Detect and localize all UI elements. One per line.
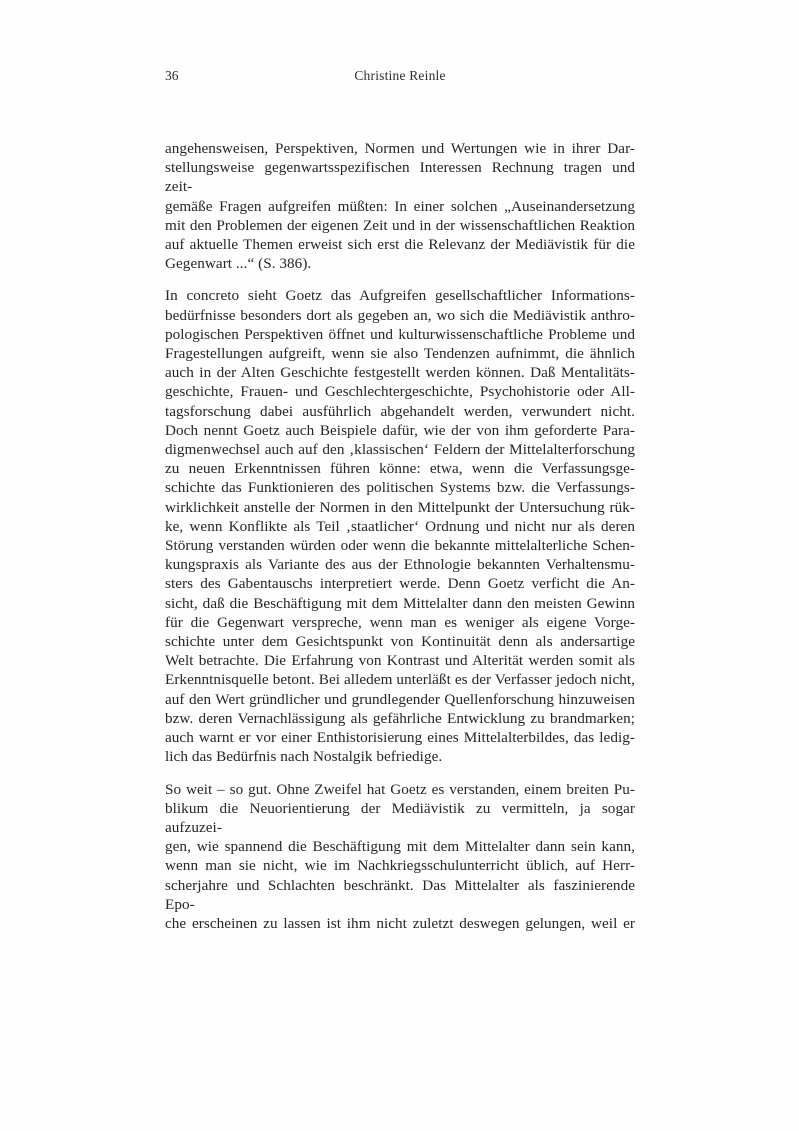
text-line: So weit – so gut. Ohne Zweifel hat Goetz es verstanden, einem breiten Pu- — [165, 780, 635, 798]
running-header: Christine Reinle — [354, 68, 446, 83]
text-line: für die Gegenwart verspreche, wenn man es weniger als eigene Vorge- — [165, 613, 635, 631]
text-line: Störung verstanden würden oder wenn die bekannte mittelalterliche Schen- — [165, 537, 635, 555]
text-line: pologischen Perspektiven öffnet und kulturwissenschaftliche Probleme und — [165, 325, 635, 343]
text-line: wirklichkeit anstelle der Normen in den Mittelpunkt der Untersuchung rük- — [165, 498, 635, 516]
text-line: ke, wenn Konflikte als Teil ‚staatlicher‘ Ordnung und nicht nur als deren — [165, 517, 635, 535]
text-line: auf den Wert gründlicher und grundlegender Quellenforschung hinzuweisen — [165, 690, 635, 708]
text-line: mit den Problemen der eigenen Zeit und in der wissenschaftlichen Reaktion — [165, 216, 635, 234]
text-line: gemäße Fragen aufgreifen müßten: In einer solchen „Auseinandersetzung — [165, 197, 635, 215]
text-line: blikum die Neuorientierung der Mediävistik zu vermitteln, ja sogar aufzuzei- — [165, 799, 635, 836]
paragraph — [165, 286, 635, 766]
page-number: 36 — [165, 68, 179, 83]
text-line: wenn man sie nicht, wie im Nachkriegsschulunterricht üblich, auf Herr- — [165, 857, 635, 875]
text-line: zu neuen Erkenntnissen führen könne: etwa, wenn die Verfassungsge- — [165, 460, 635, 478]
text-line: stellungsweise gegenwartsspezifischen Interessen Rechnung tragen und zeit- — [165, 159, 635, 196]
text-line: bzw. deren Vernachlässigung als gefährliche Entwicklung zu brandmarken; — [165, 709, 635, 727]
text-block — [165, 139, 635, 946]
text-line: auf aktuelle Themen erweist sich erst die Relevanz der Mediävistik für die — [165, 236, 635, 254]
paragraph — [165, 139, 635, 273]
text-line: sicht, daß die Beschäftigung mit dem Mittelalter dann den meisten Gewinn — [165, 594, 635, 612]
text-line: gen, wie spannend die Beschäftigung mit dem Mittelalter dann sein kann, — [165, 838, 635, 856]
text-line: sters des Gabentauschs interpretiert werde. Denn Goetz verficht die An- — [165, 575, 635, 593]
text-line: Doch nennt Goetz auch Beispiele dafür, wie der von ihm geforderte Para- — [165, 421, 635, 439]
page-header — [165, 68, 635, 84]
text-line: che erscheinen zu lassen ist ihm nicht zuletzt deswegen gelungen, weil er — [165, 914, 635, 932]
text-line: auch warnt er vor einer Enthistorisierung eines Mittelalterbildes, das ledig- — [165, 729, 635, 747]
text-line: kungspraxis als Variante des aus der Ethnologie bekannten Verhaltensmu- — [165, 556, 635, 574]
text-line: schichte das Funktionieren des politischen Systems bzw. die Verfassungs- — [165, 479, 635, 497]
text-line: scherjahre und Schlachten beschränkt. Das Mittelalter als faszinierende Epo- — [165, 876, 635, 913]
text-line: auch in der Alten Geschichte festgestellt werden können. Daß Mentalitäts- — [165, 364, 635, 382]
text-line: Gegenwart ...“ (S. 386). — [165, 255, 312, 273]
text-line: Fragestellungen aufgreift, wenn sie also Tendenzen aufnimmt, die ähnlich — [165, 345, 635, 363]
text-line: tagsforschung dabei ausführlich abgehandelt werden, verwundert nicht. — [165, 402, 635, 420]
text-line: digmenwechsel auch auf den ‚klassischen‘ Feldern der Mittelalterforschung — [165, 441, 635, 459]
text-line: lich das Bedürfnis nach Nostalgik befriedige. — [165, 748, 443, 766]
text-line: Erkenntnisquelle betont. Bei alledem unterläßt es der Verfasser jedoch nicht, — [165, 671, 635, 689]
text-line: geschichte, Frauen- und Geschlechtergeschichte, Psychohistorie oder All- — [165, 383, 635, 401]
text-line: bedürfnisse besonders dort als gegeben an, wo sich die Mediävistik anthro- — [165, 306, 635, 324]
text-line: schichte unter dem Gesichtspunkt von Kontinuität denn als andersartige — [165, 633, 635, 651]
paragraph — [165, 780, 635, 934]
text-line: In concreto sieht Goetz das Aufgreifen gesellschaftlicher Informations- — [165, 287, 635, 305]
text-line: Welt betrachte. Die Erfahrung von Kontrast und Alterität werden somit als — [165, 652, 635, 670]
text-line: angehensweisen, Perspektiven, Normen und Wertungen wie in ihrer Dar- — [165, 140, 635, 157]
